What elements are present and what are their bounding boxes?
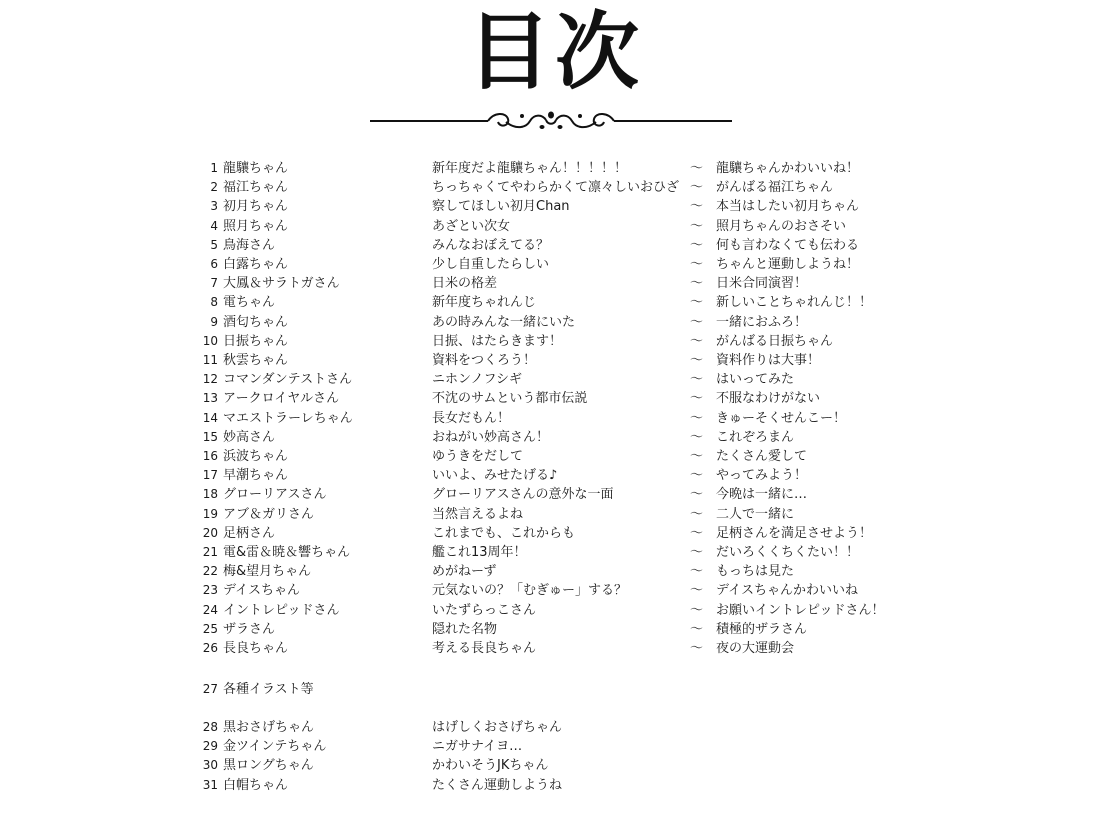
toc-entry-start-title: めがねーず bbox=[432, 564, 497, 580]
toc-entry-name: 福江ちゃん bbox=[223, 180, 289, 196]
toc-entry-start-title: 新年度だよ龍驤ちゃん！！！！！ bbox=[432, 161, 628, 176]
toc-entry-name: ザラさん bbox=[223, 621, 276, 637]
toc-entry-number: 7 bbox=[210, 276, 218, 291]
toc-entry-start-title: 隠れた名物 bbox=[432, 621, 498, 637]
toc-entry-number: 21 bbox=[202, 545, 218, 559]
toc-entry-range-separator: ～ bbox=[690, 641, 704, 656]
toc-entry-end-title: これぞろまん bbox=[716, 429, 795, 445]
toc-entry-end-title: がんばる福江ちゃん bbox=[716, 180, 834, 196]
toc-entry-name: 龍驤ちゃん bbox=[223, 161, 289, 176]
toc-entry-number: 9 bbox=[210, 314, 218, 329]
toc-entry-start-title: かわいそうJKちゃん bbox=[432, 758, 549, 774]
toc-entry-number: 20 bbox=[202, 525, 218, 540]
toc-entry-start-title: 日米の格差 bbox=[432, 276, 498, 292]
toc-entry-end-title: もっちは見た bbox=[716, 564, 795, 580]
toc-entry-start-title: ちっちゃくてやわらかくて凛々しいおひざ bbox=[432, 180, 680, 196]
toc-entry-end-title: だいろくくちくたい！！ bbox=[716, 545, 860, 560]
toc-entry-end-title: 本当はしたい初月ちゃん bbox=[716, 199, 860, 215]
toc-entry-range-separator: ～ bbox=[690, 564, 704, 580]
toc-entry-name: 各種イラスト等 bbox=[223, 682, 314, 697]
toc-entry-number: 19 bbox=[202, 506, 218, 521]
toc-entry-start-title: 日振、はたらきます！ bbox=[432, 333, 563, 349]
toc-entry-range-separator: ～ bbox=[690, 180, 704, 196]
toc-entry-range-separator: ～ bbox=[690, 314, 704, 330]
toc-entry-range-separator: ～ bbox=[690, 161, 704, 176]
toc-entry-range-separator: ～ bbox=[690, 506, 704, 522]
toc-entry-number: 31 bbox=[202, 777, 218, 792]
toc-entry-start-title: グローリアスさんの意外な一面 bbox=[432, 487, 614, 503]
toc-entry-number: 26 bbox=[202, 641, 218, 655]
toc-entry-range-separator: ～ bbox=[690, 353, 704, 368]
toc-entry-number: 13 bbox=[202, 391, 218, 406]
toc-entry-number: 28 bbox=[202, 720, 218, 734]
toc-entry-start-title: 長女だもん！ bbox=[432, 410, 511, 426]
toc-entry-number: 1 bbox=[210, 161, 218, 175]
toc-entry-number: 17 bbox=[202, 468, 218, 483]
toc-entry-name: 鳥海さん bbox=[223, 237, 276, 253]
toc-entry-number: 5 bbox=[210, 237, 218, 252]
toc-entry-name: 大鳳＆サラトガさん bbox=[223, 276, 340, 292]
toc-entry-start-title: あざとい次女 bbox=[432, 218, 511, 234]
toc-entry-end-title: デイスちゃんかわいいね bbox=[716, 583, 858, 599]
toc-entry-range-separator: ～ bbox=[690, 525, 704, 541]
toc-entry-range-separator: ～ bbox=[690, 295, 704, 311]
toc-entry-start-title: 新年度ちゃれんじ bbox=[432, 295, 537, 311]
toc-entry-end-title: 積極的ザラさん bbox=[716, 621, 808, 637]
toc-entry-end-title: 照月ちゃんのおさそい bbox=[716, 218, 847, 234]
toc-entry-name: 黒おさげちゃん bbox=[223, 720, 315, 735]
toc-entry-number: 8 bbox=[210, 295, 218, 310]
toc-entry-end-title: 日米合同演習！ bbox=[716, 276, 808, 292]
toc-entry-name: 照月ちゃん bbox=[223, 218, 289, 234]
toc-entry-end-title: がんばる日振ちゃん bbox=[716, 333, 834, 349]
toc-entry-start-title: 不沈のサムという都市伝説 bbox=[432, 391, 588, 407]
toc-entry-start-title: あの時みんな一緒にいた bbox=[432, 314, 576, 330]
toc-entry-name: 電&雷＆暁＆響ちゃん bbox=[223, 545, 351, 560]
toc-entry-name: イントレピッドさん bbox=[223, 602, 340, 618]
toc-entry-start-title: いたずらっこさん bbox=[432, 602, 537, 618]
toc-entry-end-title: 一緒におふろ！ bbox=[716, 314, 808, 330]
toc-entry-end-title: やってみよう！ bbox=[716, 468, 808, 484]
toc-entry-number: 10 bbox=[202, 333, 218, 348]
toc-entry-range-separator: ～ bbox=[690, 621, 704, 637]
toc-entry-number: 4 bbox=[210, 218, 218, 233]
toc-entry-start-title: 考える長良ちゃん bbox=[432, 641, 537, 656]
toc-entry-start-title: 資料をつくろう！ bbox=[432, 353, 537, 368]
toc-entry-name: 黒ロングちゃん bbox=[223, 758, 314, 774]
toc-entry-number: 27 bbox=[202, 682, 218, 696]
toc-entry-range-separator: ～ bbox=[690, 429, 704, 445]
toc-entry-range-separator: ～ bbox=[690, 487, 704, 503]
toc-entry-range-separator: ～ bbox=[690, 372, 704, 388]
page-title: 目次 bbox=[466, 3, 643, 101]
toc-entry-start-title: みんなおぼえてる？ bbox=[432, 237, 550, 253]
toc-entry-range-separator: ～ bbox=[690, 237, 704, 253]
toc-entry-name: マエストラーレちゃん bbox=[223, 410, 353, 426]
toc-entry-end-title: 不服なわけがない bbox=[716, 391, 821, 407]
toc-entry-range-separator: ～ bbox=[690, 410, 704, 426]
toc-entry-end-title: はいってみた bbox=[716, 372, 795, 388]
toc-entry-range-separator: ～ bbox=[690, 468, 704, 484]
toc-entry-number: 18 bbox=[202, 487, 218, 502]
toc-entry-end-title: ちゃんと運動しようね！ bbox=[716, 257, 860, 272]
toc-entry-range-separator: ～ bbox=[690, 199, 704, 215]
toc-entry-number: 3 bbox=[210, 199, 218, 214]
toc-entry-start-title: はげしくおさげちゃん bbox=[432, 720, 563, 735]
toc-entry-start-title: たくさん運動しようね bbox=[432, 777, 563, 793]
toc-entry-start-title: ニホンノフシギ bbox=[432, 372, 522, 388]
toc-entry-start-title: いいよ、みせたげる♪ bbox=[432, 468, 558, 484]
toc-entry-end-title: きゅーそくせんこー！ bbox=[716, 410, 847, 426]
toc-entry-number: 14 bbox=[202, 410, 218, 425]
toc-entry-name: 長良ちゃん bbox=[223, 641, 289, 656]
toc-entry-start-title: ニガサナイヨ… bbox=[432, 739, 523, 755]
toc-entry-range-separator: ～ bbox=[690, 449, 704, 464]
toc-entry-name: 電ちゃん bbox=[223, 295, 276, 311]
toc-entry-name: 妙高さん bbox=[223, 429, 276, 445]
toc-entry-end-title: 龍驤ちゃんかわいいね！ bbox=[716, 161, 860, 176]
toc-entry-name: デイスちゃん bbox=[223, 583, 300, 599]
toc-entry-name: 酒匂ちゃん bbox=[223, 314, 289, 330]
toc-entry-range-separator: ～ bbox=[690, 257, 704, 272]
toc-entry-start-title: 察してほしい初月Chan bbox=[432, 199, 570, 215]
toc-entry-name: 足柄さん bbox=[223, 525, 276, 541]
toc-entry-number: 16 bbox=[202, 449, 218, 463]
toc-entry-start-title: 艦これ13周年！ bbox=[432, 545, 527, 560]
toc-entry-end-title: 夜の大運動会 bbox=[716, 641, 795, 656]
toc-entry-end-title: 今晩は一緒に… bbox=[716, 487, 808, 503]
toc-entry-range-separator: ～ bbox=[690, 218, 704, 234]
toc-entry-end-title: 二人で一緒に bbox=[716, 506, 795, 522]
toc-entry-range-separator: ～ bbox=[690, 583, 704, 599]
toc-entry-end-title: 何も言わなくても伝わる bbox=[716, 237, 860, 253]
toc-entry-name: コマンダンテストさん bbox=[223, 372, 353, 388]
toc-entry-range-separator: ～ bbox=[690, 545, 704, 560]
toc-entry-number: 29 bbox=[202, 739, 218, 754]
toc-entry-number: 24 bbox=[202, 602, 218, 617]
toc-entry-name: 金ツインテちゃん bbox=[223, 739, 327, 755]
toc-entry-number: 11 bbox=[202, 353, 218, 367]
toc-entry-number: 6 bbox=[210, 257, 218, 271]
toc-entry-number: 25 bbox=[202, 621, 218, 636]
toc-entry-start-title: ゆうきをだして bbox=[432, 449, 524, 464]
toc-entry-start-title: おねがい妙高さん！ bbox=[432, 429, 550, 445]
toc-entry-start-title: 当然言えるよね bbox=[432, 506, 524, 522]
toc-entry-range-separator: ～ bbox=[690, 391, 704, 407]
toc-entry-number: 30 bbox=[202, 758, 218, 773]
toc-entry-number: 2 bbox=[210, 180, 218, 195]
toc-entry-end-title: たくさん愛して bbox=[716, 449, 808, 464]
toc-entry-end-title: 足柄さんを満足させよう！ bbox=[716, 525, 873, 541]
toc-entry-number: 22 bbox=[202, 564, 218, 579]
toc-entry-range-separator: ～ bbox=[690, 602, 704, 618]
toc-entry-name: グローリアスさん bbox=[223, 487, 327, 503]
toc-entry-name: 梅&望月ちゃん bbox=[223, 564, 312, 580]
toc-entry-name: 浜波ちゃん bbox=[223, 449, 289, 464]
toc-entry-number: 23 bbox=[202, 583, 218, 598]
toc-entry-range-separator: ～ bbox=[690, 333, 704, 349]
toc-entry-number: 15 bbox=[202, 429, 218, 444]
toc-entry-end-title: 新しいことちゃれんじ！！ bbox=[716, 295, 873, 311]
toc-entry-start-title: 元気ないの？「むぎゅー」する？ bbox=[432, 583, 628, 599]
toc-entry-end-title: 資料作りは大事！ bbox=[716, 353, 821, 368]
toc-entry-name: 秋雲ちゃん bbox=[223, 353, 289, 368]
toc-entry-end-title: お願いイントレピッドさん！ bbox=[716, 602, 885, 618]
toc-entry-number: 12 bbox=[202, 372, 218, 387]
toc-entry-name: 早潮ちゃん bbox=[223, 468, 289, 484]
toc-entry-start-title: これまでも、これからも bbox=[432, 525, 576, 541]
toc-entry-name: アークロイヤルさん bbox=[223, 391, 340, 407]
toc-entry-name: 白帽ちゃん bbox=[223, 777, 289, 793]
toc-entry-range-separator: ～ bbox=[690, 276, 704, 292]
toc-entry-name: 日振ちゃん bbox=[223, 333, 289, 349]
toc-entry-name: アブ＆ガリさん bbox=[223, 506, 315, 522]
toc-entry-start-title: 少し自重したらしい bbox=[432, 257, 550, 272]
toc-entry-name: 白露ちゃん bbox=[223, 257, 289, 272]
toc-entry-name: 初月ちゃん bbox=[223, 199, 289, 215]
